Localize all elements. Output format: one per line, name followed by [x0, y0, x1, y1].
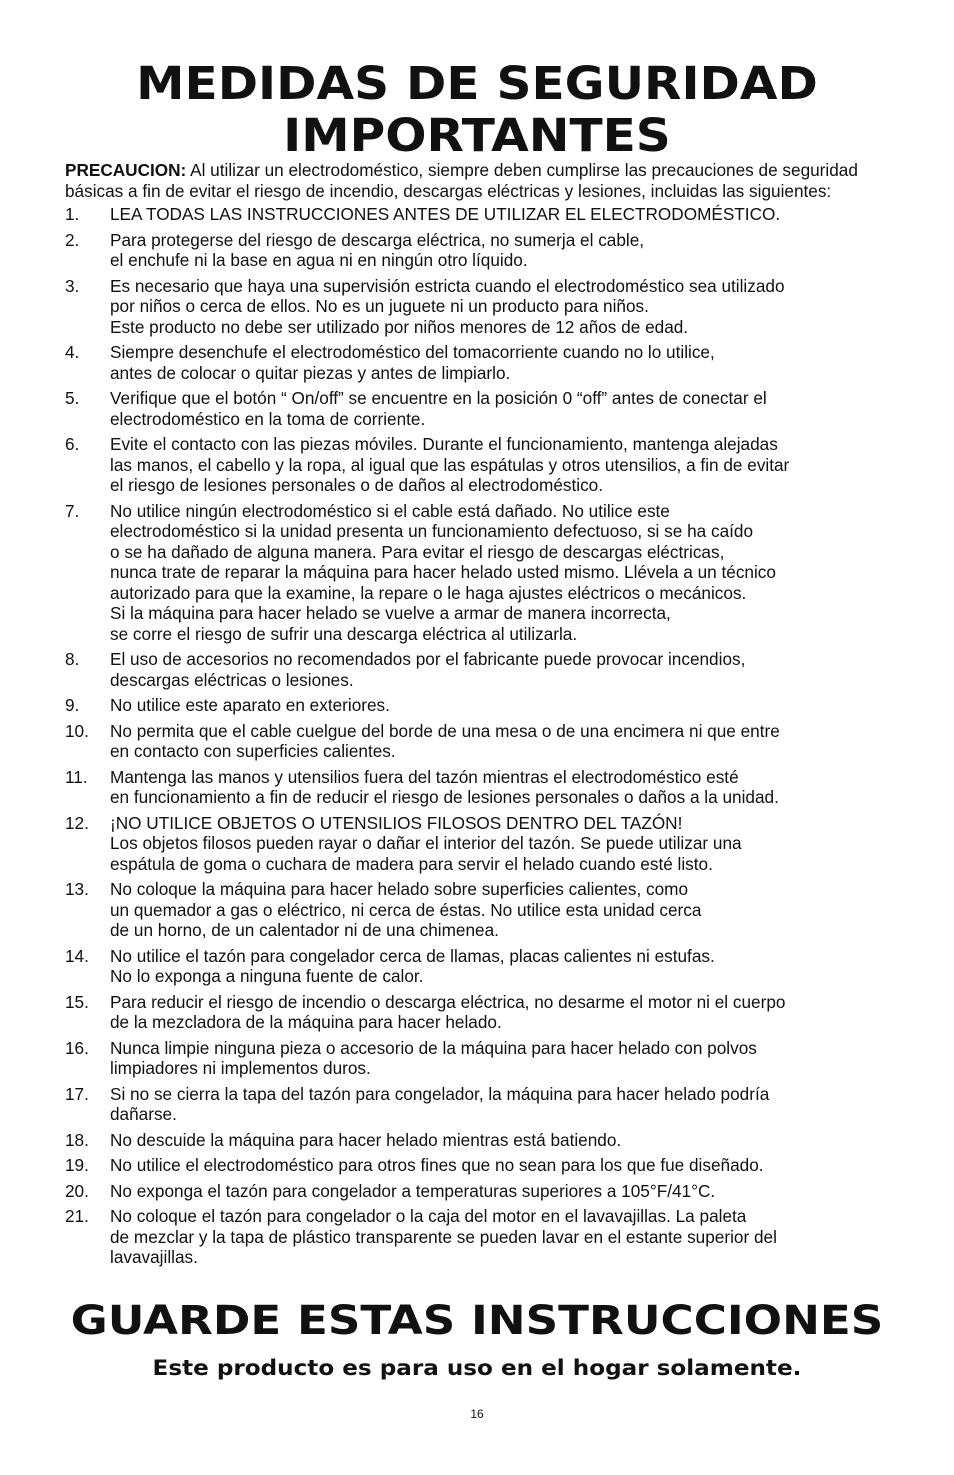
safety-item — [65, 695, 895, 716]
safety-item — [65, 879, 895, 941]
title-line-1: MEDIDAS DE SEGURIDAD — [136, 57, 818, 110]
save-instructions-heading: GUARDE ESTAS INSTRUCCIONES — [70, 1298, 884, 1344]
item-text: Es necesario que haya una supervisión estricta cuando el electrodoméstico sea utilizado por niños o cerca de ellos. No es un juguete ni un producto para niños. Este producto no debe ser utilizado por niños menores de 12 años de edad. — [110, 275, 785, 337]
item-text: No utilice el tazón para congelador cerca de llamas, placas calientes ni estufas. No lo exponga a ninguna fuente de calor. — [110, 945, 715, 986]
item-text: Verifique que el botón “ On/off” se encuentre en la posición 0 “off” antes de conectar el electrodoméstico en la toma de corriente. — [110, 388, 767, 429]
safety-item — [65, 649, 895, 690]
page-number: 16 — [470, 1407, 484, 1421]
item-number: 7. — [65, 500, 80, 521]
item-number: 9. — [65, 695, 80, 715]
safety-item — [65, 1181, 895, 1202]
safety-item — [65, 1084, 895, 1125]
title-line-2: IMPORTANTES — [283, 109, 671, 162]
item-text: No descuide la máquina para hacer helado mientras está batiendo. — [110, 1129, 622, 1150]
safety-list — [65, 204, 895, 1268]
item-number: 8. — [65, 649, 80, 669]
item-text: LEA TODAS LAS INSTRUCCIONES ANTES DE UTILIZAR EL ELECTRODOMÉSTICO. — [110, 204, 781, 224]
item-text: Nunca limpie ninguna pieza o accesorio de la máquina para hacer helado con polvos limpiadores ni implementos duros. — [110, 1037, 757, 1078]
item-text: Evite el contacto con las piezas móviles. Durante el funcionamiento, mantenga alejadas las manos, el cabello y la ropa, al igual que las espátulas y otros utensilios, a fin de evitar el riesgo de lesiones personales o de daños al electrodoméstico. — [110, 434, 790, 495]
safety-item — [65, 388, 895, 429]
item-number: 2. — [65, 229, 80, 250]
item-number: 14. — [65, 945, 89, 966]
item-text: No utilice ningún electrodoméstico si el cable está dañado. No utilice este electrodoméstico si la unidad presenta un funcionamiento defectuoso, si se ha caído o se ha dañado de alguna manera. Para evitar el riesgo de descargas eléctricas, nunca trate de reparar la máquina para hacer helado usted mismo. Llévela a un técnico autorizado para que la examine, la repare o le haga ajustes eléctricos o mecánicos. Si la máquina para hacer helado se vuelve a armar de manera incorrecta, se corre el riesgo de sufrir una descarga eléctrica al utilizarla. — [110, 500, 776, 644]
safety-item — [65, 230, 895, 271]
safety-item — [65, 992, 895, 1033]
safety-item — [65, 342, 895, 383]
safety-item — [65, 501, 895, 645]
item-text: El uso de accesorios no recomendados por el fabricante puede provocar incendios, descargas eléctricas o lesiones. — [110, 649, 746, 690]
safety-item — [65, 767, 895, 808]
item-number: 17. — [65, 1083, 89, 1104]
item-text: Para reducir el riesgo de incendio o descarga eléctrica, no desarme el motor ni el cuerpo de la mezcladora de la máquina para hacer helado. — [110, 991, 786, 1032]
household-use-note: Este producto es para uso en el hogar solamente. — [152, 1356, 802, 1380]
caution-label: PRECAUCION: — [65, 160, 187, 180]
safety-item — [65, 1206, 895, 1268]
item-number: 3. — [65, 275, 80, 296]
item-number: 21. — [65, 1206, 89, 1226]
safety-item — [65, 1155, 895, 1176]
item-text: No utilice el electrodoméstico para otros fines que no sean para los que fue diseñado. — [110, 1155, 764, 1175]
item-text: No coloque la máquina para hacer helado sobre superficies calientes, como un quemador a gas o eléctrico, ni cerca de éstas. No utilice esta unidad cerca de un horno, de un calentador ni de una chimenea. — [110, 879, 702, 940]
item-number: 20. — [65, 1180, 89, 1201]
safety-item — [65, 204, 895, 225]
caution-intro — [65, 160, 895, 201]
item-number: 15. — [65, 991, 89, 1012]
item-number: 18. — [65, 1129, 89, 1150]
item-number: 13. — [65, 879, 89, 899]
safety-item — [65, 946, 895, 987]
item-text: ¡NO UTILICE OBJETOS O UTENSILIOS FILOSOS DENTRO DEL TAZÓN! Los objetos filosos pueden rayar o dañar el interior del tazón. Se puede utilizar una espátula de goma o cuchara de madera para servir el helado cuando esté listo. — [110, 812, 742, 874]
safety-item — [65, 813, 895, 875]
item-text: Si no se cierra la tapa del tazón para congelador, la máquina para hacer helado podría dañarse. — [110, 1083, 770, 1124]
safety-item — [65, 1038, 895, 1079]
safety-item — [65, 721, 895, 762]
safety-item — [65, 276, 895, 338]
item-number: 4. — [65, 342, 80, 362]
caution-text: Al utilizar un electrodoméstico, siempre deben cumplirse las precauciones de seguridad básicas a fin de evitar el riesgo de incendio, descargas eléctricas y lesiones, incluidas las siguientes: — [65, 160, 858, 201]
page-title — [0, 58, 954, 162]
item-number: 1. — [65, 204, 80, 224]
safety-item — [65, 1130, 895, 1151]
safety-content — [65, 160, 895, 1273]
item-number: 11. — [65, 766, 88, 787]
item-text: No permita que el cable cuelgue del borde de una mesa o de una encimera ni que entre en contacto con superficies calientes. — [110, 720, 780, 761]
item-number: 16. — [65, 1037, 89, 1058]
item-number: 6. — [65, 434, 80, 454]
item-number: 5. — [65, 388, 80, 408]
item-text: No coloque el tazón para congelador o la caja del motor en el lavavajillas. La paleta de mezclar y la tapa de plástico transparente se pueden lavar en el estante superior del lavavajillas. — [110, 1206, 777, 1267]
item-text: Siempre desenchufe el electrodoméstico del tomacorriente cuando no lo utilice, antes de colocar o quitar piezas y antes de limpiarlo. — [110, 342, 715, 383]
item-number: 12. — [65, 812, 89, 833]
item-text: No utilice este aparato en exteriores. — [110, 695, 390, 715]
item-text: Para protegerse del riesgo de descarga eléctrica, no sumerja el cable, el enchufe ni la base en agua ni en ningún otro líquido. — [110, 229, 645, 270]
item-number: 10. — [65, 720, 89, 741]
safety-item — [65, 434, 895, 496]
item-number: 19. — [65, 1155, 89, 1175]
item-text: No exponga el tazón para congelador a temperaturas superiores a 105°F/41°C. — [110, 1180, 716, 1201]
item-text: Mantenga las manos y utensilios fuera del tazón mientras el electrodoméstico esté en funcionamiento a fin de reducir el riesgo de lesiones personales o daños a la unidad. — [110, 766, 779, 807]
